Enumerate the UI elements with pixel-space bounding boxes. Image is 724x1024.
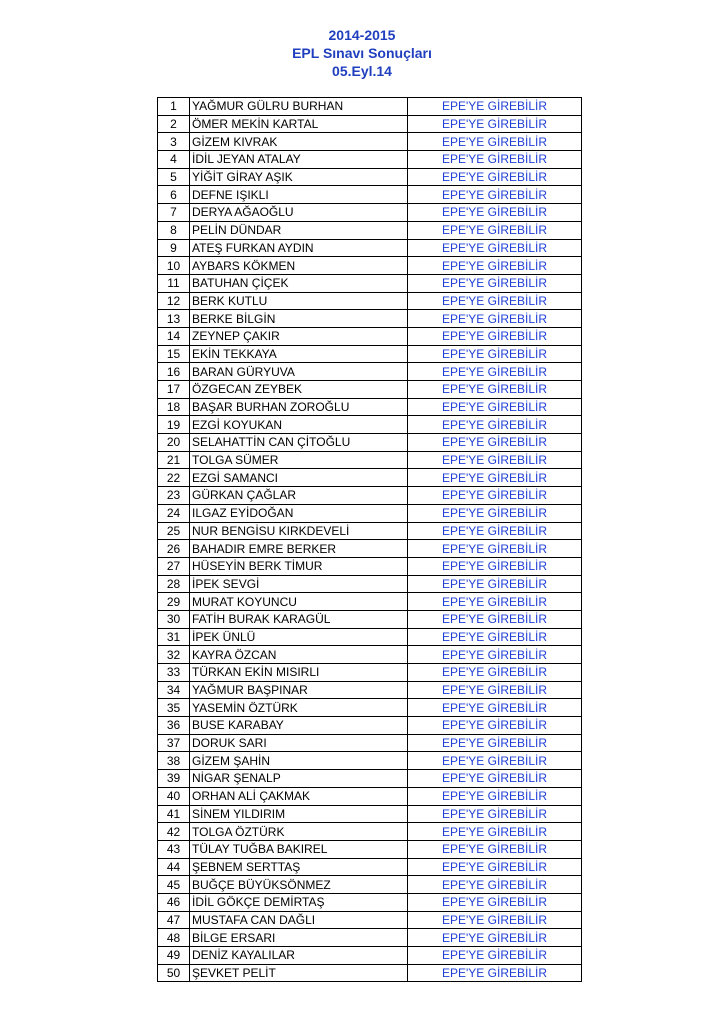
table-row <box>158 451 582 469</box>
result-status-cell: EPE'YE GİREBİLİR <box>408 628 582 646</box>
results-table-body <box>158 98 582 982</box>
row-number-cell: 22 <box>158 469 190 487</box>
row-number-cell: 5 <box>158 168 190 186</box>
table-row <box>158 840 582 858</box>
row-number-cell: 8 <box>158 221 190 239</box>
table-row <box>158 168 582 186</box>
table-row <box>158 752 582 770</box>
student-name-cell: SELAHATTİN CAN ÇİTOĞLU <box>190 434 408 452</box>
table-row <box>158 557 582 575</box>
row-number-cell: 12 <box>158 292 190 310</box>
row-number-cell: 10 <box>158 257 190 275</box>
row-number-cell: 43 <box>158 840 190 858</box>
table-row <box>158 292 582 310</box>
result-status-cell: EPE'YE GİREBİLİR <box>408 947 582 965</box>
table-row <box>158 699 582 717</box>
result-status-cell: EPE'YE GİREBİLİR <box>408 911 582 929</box>
result-status-cell: EPE'YE GİREBİLİR <box>408 964 582 982</box>
table-row <box>158 345 582 363</box>
table-row <box>158 434 582 452</box>
result-status-cell: EPE'YE GİREBİLİR <box>408 327 582 345</box>
result-status-cell: EPE'YE GİREBİLİR <box>408 115 582 133</box>
result-status-cell: EPE'YE GİREBİLİR <box>408 186 582 204</box>
row-number-cell: 38 <box>158 752 190 770</box>
result-status-cell: EPE'YE GİREBİLİR <box>408 221 582 239</box>
result-status-cell: EPE'YE GİREBİLİR <box>408 151 582 169</box>
exam-date: 05.Eyl.14 <box>332 63 392 79</box>
result-status-cell: EPE'YE GİREBİLİR <box>408 681 582 699</box>
student-name-cell: TÜLAY TUĞBA BAKIREL <box>190 840 408 858</box>
page-title: EPL Sınavı Sonuçları <box>292 45 432 61</box>
result-status-cell: EPE'YE GİREBİLİR <box>408 593 582 611</box>
row-number-cell: 17 <box>158 381 190 399</box>
student-name-cell: MUSTAFA CAN DAĞLI <box>190 911 408 929</box>
document-header <box>0 26 724 80</box>
student-name-cell: ZEYNEP ÇAKIR <box>190 327 408 345</box>
student-name-cell: İDİL GÖKÇE DEMİRTAŞ <box>190 893 408 911</box>
table-row <box>158 540 582 558</box>
row-number-cell: 26 <box>158 540 190 558</box>
student-name-cell: YASEMİN ÖZTÜRK <box>190 699 408 717</box>
result-status-cell: EPE'YE GİREBİLİR <box>408 522 582 540</box>
student-name-cell: GİZEM ŞAHİN <box>190 752 408 770</box>
table-row <box>158 522 582 540</box>
table-row <box>158 858 582 876</box>
row-number-cell: 21 <box>158 451 190 469</box>
result-status-cell: EPE'YE GİREBİLİR <box>408 699 582 717</box>
row-number-cell: 46 <box>158 893 190 911</box>
table-row <box>158 787 582 805</box>
row-number-cell: 28 <box>158 575 190 593</box>
table-row <box>158 805 582 823</box>
table-row <box>158 274 582 292</box>
result-status-cell: EPE'YE GİREBİLİR <box>408 398 582 416</box>
result-status-cell: EPE'YE GİREBİLİR <box>408 540 582 558</box>
student-name-cell: NİGAR ŞENALP <box>190 770 408 788</box>
student-name-cell: BARAN GÜRYUVA <box>190 363 408 381</box>
student-name-cell: TOLGA ÖZTÜRK <box>190 823 408 841</box>
row-number-cell: 31 <box>158 628 190 646</box>
student-name-cell: AYBARS KÖKMEN <box>190 257 408 275</box>
student-name-cell: MURAT KOYUNCU <box>190 593 408 611</box>
student-name-cell: YİĞİT GİRAY AŞIK <box>190 168 408 186</box>
student-name-cell: KAYRA ÖZCAN <box>190 646 408 664</box>
table-row <box>158 964 582 982</box>
academic-year: 2014-2015 <box>328 27 396 43</box>
row-number-cell: 6 <box>158 186 190 204</box>
row-number-cell: 14 <box>158 327 190 345</box>
result-status-cell: EPE'YE GİREBİLİR <box>408 133 582 151</box>
result-status-cell: EPE'YE GİREBİLİR <box>408 504 582 522</box>
student-name-cell: BAHADIR EMRE BERKER <box>190 540 408 558</box>
row-number-cell: 2 <box>158 115 190 133</box>
row-number-cell: 47 <box>158 911 190 929</box>
student-name-cell: ATEŞ FURKAN AYDIN <box>190 239 408 257</box>
student-name-cell: ÖZGECAN ZEYBEK <box>190 381 408 399</box>
student-name-cell: PELİN DÜNDAR <box>190 221 408 239</box>
student-name-cell: DENİZ KAYALILAR <box>190 947 408 965</box>
student-name-cell: HÜSEYİN BERK TİMUR <box>190 557 408 575</box>
result-status-cell: EPE'YE GİREBİLİR <box>408 858 582 876</box>
student-name-cell: GÜRKAN ÇAĞLAR <box>190 487 408 505</box>
result-status-cell: EPE'YE GİREBİLİR <box>408 168 582 186</box>
student-name-cell: BUĞÇE BÜYÜKSÖNMEZ <box>190 876 408 894</box>
row-number-cell: 13 <box>158 310 190 328</box>
result-status-cell: EPE'YE GİREBİLİR <box>408 929 582 947</box>
result-status-cell: EPE'YE GİREBİLİR <box>408 98 582 116</box>
result-status-cell: EPE'YE GİREBİLİR <box>408 575 582 593</box>
result-status-cell: EPE'YE GİREBİLİR <box>408 876 582 894</box>
result-status-cell: EPE'YE GİREBİLİR <box>408 345 582 363</box>
row-number-cell: 39 <box>158 770 190 788</box>
table-row <box>158 469 582 487</box>
row-number-cell: 4 <box>158 151 190 169</box>
table-row <box>158 381 582 399</box>
student-name-cell: YAĞMUR GÜLRU BURHAN <box>190 98 408 116</box>
result-status-cell: EPE'YE GİREBİLİR <box>408 204 582 222</box>
row-number-cell: 3 <box>158 133 190 151</box>
result-status-cell: EPE'YE GİREBİLİR <box>408 610 582 628</box>
row-number-cell: 9 <box>158 239 190 257</box>
results-table <box>157 97 582 982</box>
table-row <box>158 575 582 593</box>
table-row <box>158 239 582 257</box>
row-number-cell: 42 <box>158 823 190 841</box>
student-name-cell: ÖMER MEKİN KARTAL <box>190 115 408 133</box>
student-name-cell: ORHAN ALİ ÇAKMAK <box>190 787 408 805</box>
row-number-cell: 50 <box>158 964 190 982</box>
row-number-cell: 49 <box>158 947 190 965</box>
table-row <box>158 770 582 788</box>
row-number-cell: 32 <box>158 646 190 664</box>
student-name-cell: DORUK SARI <box>190 734 408 752</box>
result-status-cell: EPE'YE GİREBİLİR <box>408 469 582 487</box>
table-row <box>158 929 582 947</box>
student-name-cell: ŞEBNEM SERTTAŞ <box>190 858 408 876</box>
student-name-cell: DERYA AĞAOĞLU <box>190 204 408 222</box>
student-name-cell: BİLGE ERSARI <box>190 929 408 947</box>
table-row <box>158 947 582 965</box>
result-status-cell: EPE'YE GİREBİLİR <box>408 416 582 434</box>
result-status-cell: EPE'YE GİREBİLİR <box>408 646 582 664</box>
student-name-cell: İPEK ÜNLÜ <box>190 628 408 646</box>
student-name-cell: BAŞAR BURHAN ZOROĞLU <box>190 398 408 416</box>
student-name-cell: TOLGA SÜMER <box>190 451 408 469</box>
result-status-cell: EPE'YE GİREBİLİR <box>408 893 582 911</box>
result-status-cell: EPE'YE GİREBİLİR <box>408 310 582 328</box>
table-row <box>158 204 582 222</box>
table-row <box>158 221 582 239</box>
student-name-cell: SİNEM YILDIRIM <box>190 805 408 823</box>
result-status-cell: EPE'YE GİREBİLİR <box>408 487 582 505</box>
row-number-cell: 30 <box>158 610 190 628</box>
table-row <box>158 876 582 894</box>
table-row <box>158 310 582 328</box>
table-row <box>158 151 582 169</box>
row-number-cell: 29 <box>158 593 190 611</box>
table-row <box>158 363 582 381</box>
result-status-cell: EPE'YE GİREBİLİR <box>408 274 582 292</box>
result-status-cell: EPE'YE GİREBİLİR <box>408 805 582 823</box>
table-row <box>158 398 582 416</box>
student-name-cell: NUR BENGİSU KIRKDEVELİ <box>190 522 408 540</box>
table-row <box>158 610 582 628</box>
result-status-cell: EPE'YE GİREBİLİR <box>408 363 582 381</box>
table-row <box>158 504 582 522</box>
table-row <box>158 115 582 133</box>
row-number-cell: 23 <box>158 487 190 505</box>
student-name-cell: BATUHAN ÇİÇEK <box>190 274 408 292</box>
result-status-cell: EPE'YE GİREBİLİR <box>408 664 582 682</box>
table-row <box>158 257 582 275</box>
student-name-cell: YAĞMUR BAŞPINAR <box>190 681 408 699</box>
table-row <box>158 186 582 204</box>
student-name-cell: ILGAZ EYİDOĞAN <box>190 504 408 522</box>
student-name-cell: BERK KUTLU <box>190 292 408 310</box>
table-row <box>158 893 582 911</box>
student-name-cell: EZGİ SAMANCI <box>190 469 408 487</box>
result-status-cell: EPE'YE GİREBİLİR <box>408 823 582 841</box>
row-number-cell: 33 <box>158 664 190 682</box>
student-name-cell: FATİH BURAK KARAGÜL <box>190 610 408 628</box>
row-number-cell: 36 <box>158 717 190 735</box>
student-name-cell: EKİN TEKKAYA <box>190 345 408 363</box>
result-status-cell: EPE'YE GİREBİLİR <box>408 557 582 575</box>
result-status-cell: EPE'YE GİREBİLİR <box>408 292 582 310</box>
table-row <box>158 664 582 682</box>
table-row <box>158 681 582 699</box>
student-name-cell: TÜRKAN EKİN MISIRLI <box>190 664 408 682</box>
row-number-cell: 27 <box>158 557 190 575</box>
table-row <box>158 911 582 929</box>
row-number-cell: 1 <box>158 98 190 116</box>
row-number-cell: 7 <box>158 204 190 222</box>
row-number-cell: 40 <box>158 787 190 805</box>
table-row <box>158 593 582 611</box>
table-row <box>158 646 582 664</box>
row-number-cell: 35 <box>158 699 190 717</box>
row-number-cell: 24 <box>158 504 190 522</box>
row-number-cell: 20 <box>158 434 190 452</box>
row-number-cell: 11 <box>158 274 190 292</box>
row-number-cell: 15 <box>158 345 190 363</box>
table-row <box>158 416 582 434</box>
table-row <box>158 327 582 345</box>
student-name-cell: ŞEVKET PELİT <box>190 964 408 982</box>
student-name-cell: DEFNE IŞIKLI <box>190 186 408 204</box>
table-row <box>158 734 582 752</box>
student-name-cell: İPEK SEVGİ <box>190 575 408 593</box>
student-name-cell: İDİL JEYAN ATALAY <box>190 151 408 169</box>
row-number-cell: 41 <box>158 805 190 823</box>
result-status-cell: EPE'YE GİREBİLİR <box>408 840 582 858</box>
result-status-cell: EPE'YE GİREBİLİR <box>408 257 582 275</box>
result-status-cell: EPE'YE GİREBİLİR <box>408 717 582 735</box>
table-row <box>158 487 582 505</box>
table-row <box>158 628 582 646</box>
row-number-cell: 25 <box>158 522 190 540</box>
result-status-cell: EPE'YE GİREBİLİR <box>408 734 582 752</box>
student-name-cell: BERKE BİLGİN <box>190 310 408 328</box>
table-row <box>158 823 582 841</box>
row-number-cell: 16 <box>158 363 190 381</box>
result-status-cell: EPE'YE GİREBİLİR <box>408 752 582 770</box>
student-name-cell: BUSE KARABAY <box>190 717 408 735</box>
student-name-cell: GİZEM KIVRAK <box>190 133 408 151</box>
row-number-cell: 34 <box>158 681 190 699</box>
result-status-cell: EPE'YE GİREBİLİR <box>408 239 582 257</box>
result-status-cell: EPE'YE GİREBİLİR <box>408 381 582 399</box>
row-number-cell: 48 <box>158 929 190 947</box>
result-status-cell: EPE'YE GİREBİLİR <box>408 770 582 788</box>
student-name-cell: EZGİ KOYUKAN <box>190 416 408 434</box>
row-number-cell: 44 <box>158 858 190 876</box>
result-status-cell: EPE'YE GİREBİLİR <box>408 451 582 469</box>
row-number-cell: 37 <box>158 734 190 752</box>
table-row <box>158 133 582 151</box>
result-status-cell: EPE'YE GİREBİLİR <box>408 434 582 452</box>
table-row <box>158 98 582 116</box>
row-number-cell: 19 <box>158 416 190 434</box>
table-row <box>158 717 582 735</box>
result-status-cell: EPE'YE GİREBİLİR <box>408 787 582 805</box>
row-number-cell: 45 <box>158 876 190 894</box>
row-number-cell: 18 <box>158 398 190 416</box>
